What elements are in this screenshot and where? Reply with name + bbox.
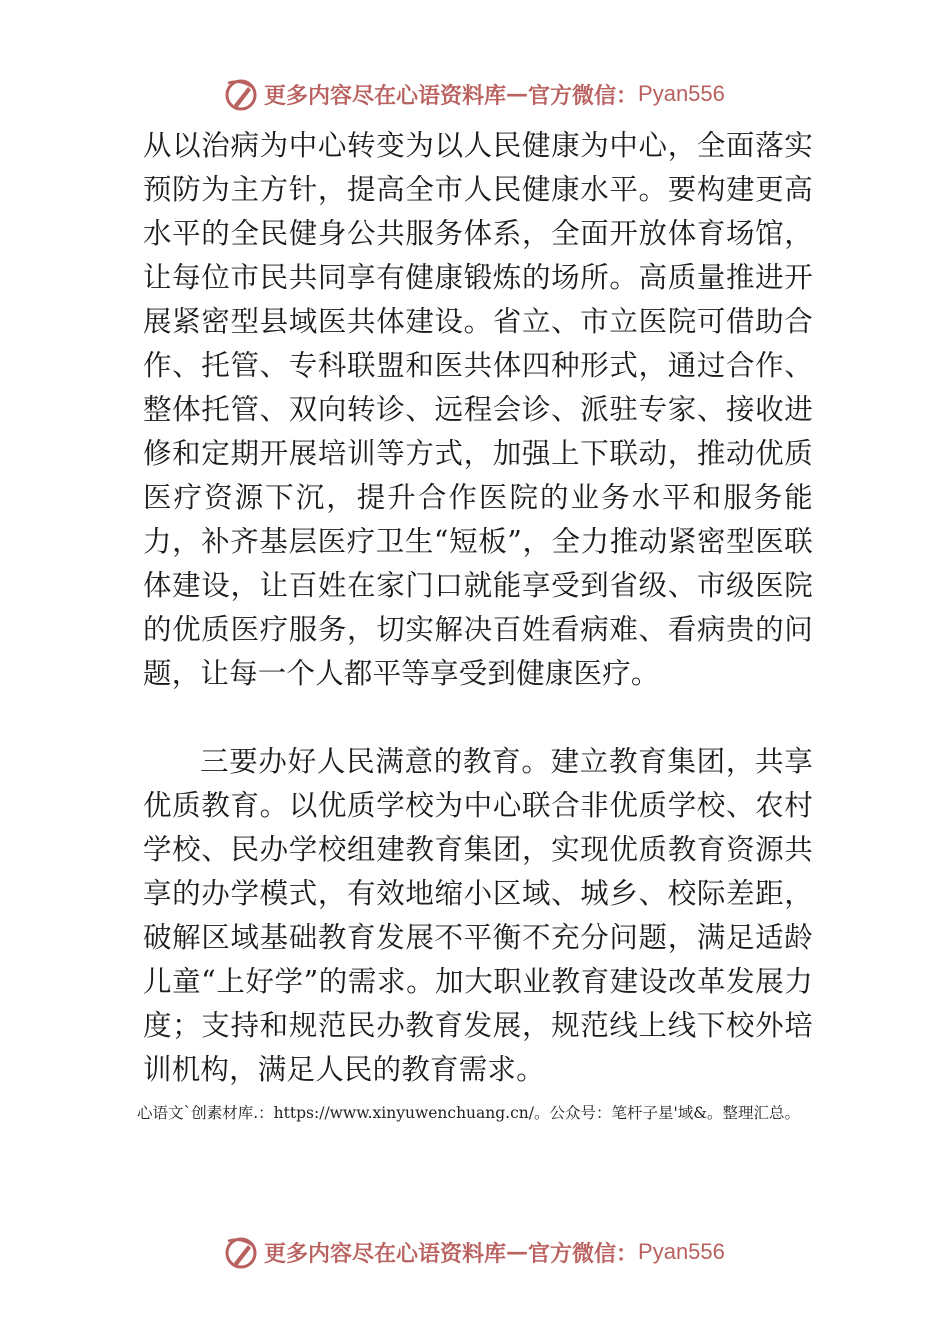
watermark-label: 官方微信： bbox=[528, 1240, 639, 1267]
watermark-footer bbox=[222, 1232, 725, 1272]
watermark-main-text: 更多内容尽在心语资料库 bbox=[264, 82, 507, 109]
watermark-brand: Pyan556 bbox=[638, 1239, 725, 1264]
document-body bbox=[143, 124, 813, 1092]
watermark-dash: — bbox=[506, 81, 529, 107]
paragraph-education: 三要办好人民满意的教育。建立教育集团，共享优质教育。以优质学校为中心联合非优质学校、农村学校、民办学校组建教育集团，实现优质教育资源共享的办学模式，有效地缩小区域、城乡、校际差距，破解区域基础教育发展不平衡不充分问题，满足适龄儿童“上好学”的需求。加大职业教育建设改革发展力度；支持和规范民办教育发展，规范线上线下校外培训机构，满足人民的教育需求。 bbox=[143, 745, 813, 1086]
watermark-header bbox=[222, 74, 725, 114]
watermark-brand: Pyan556 bbox=[638, 81, 725, 106]
watermark-label: 官方微信： bbox=[528, 82, 639, 109]
source-note: 心语文`创素材库.：https://www.xinyuwenchuang.cn/。公众号：笔杆子星'域&。整理汇总。 bbox=[137, 1104, 801, 1122]
pen-circle-logo-icon bbox=[222, 75, 260, 113]
watermark-main-text: 更多内容尽在心语资料库 bbox=[264, 1240, 507, 1267]
watermark-dash: — bbox=[506, 1239, 529, 1265]
pen-circle-logo-icon bbox=[222, 1233, 260, 1271]
paragraph-health: 从以治病为中心转变为以人民健康为中心，全面落实预防为主方针，提高全市人民健康水平。要构建更高水平的全民健身公共服务体系，全面开放体育场馆，让每位市民共同享有健康锻炼的场所。高质量推进开展紧密型县域医共体建设。省立、市立医院可借助合作、托管、专科联盟和医共体四种形式，通过合作、整体托管、双向转诊、远程会诊、派驻专家、接收进修和定期开展培训等方式，加强上下联动，推动优质医疗资源下沉，提升合作医院的业务水平和服务能力，补齐基层医疗卫生“短板”，全力推动紧密型医联体建设，让百姓在家门口就能享受到省级、市级医院的优质医疗服务，切实解决百姓看病难、看病贵的问题，让每一个人都平等享受到健康医疗。 bbox=[143, 129, 813, 690]
